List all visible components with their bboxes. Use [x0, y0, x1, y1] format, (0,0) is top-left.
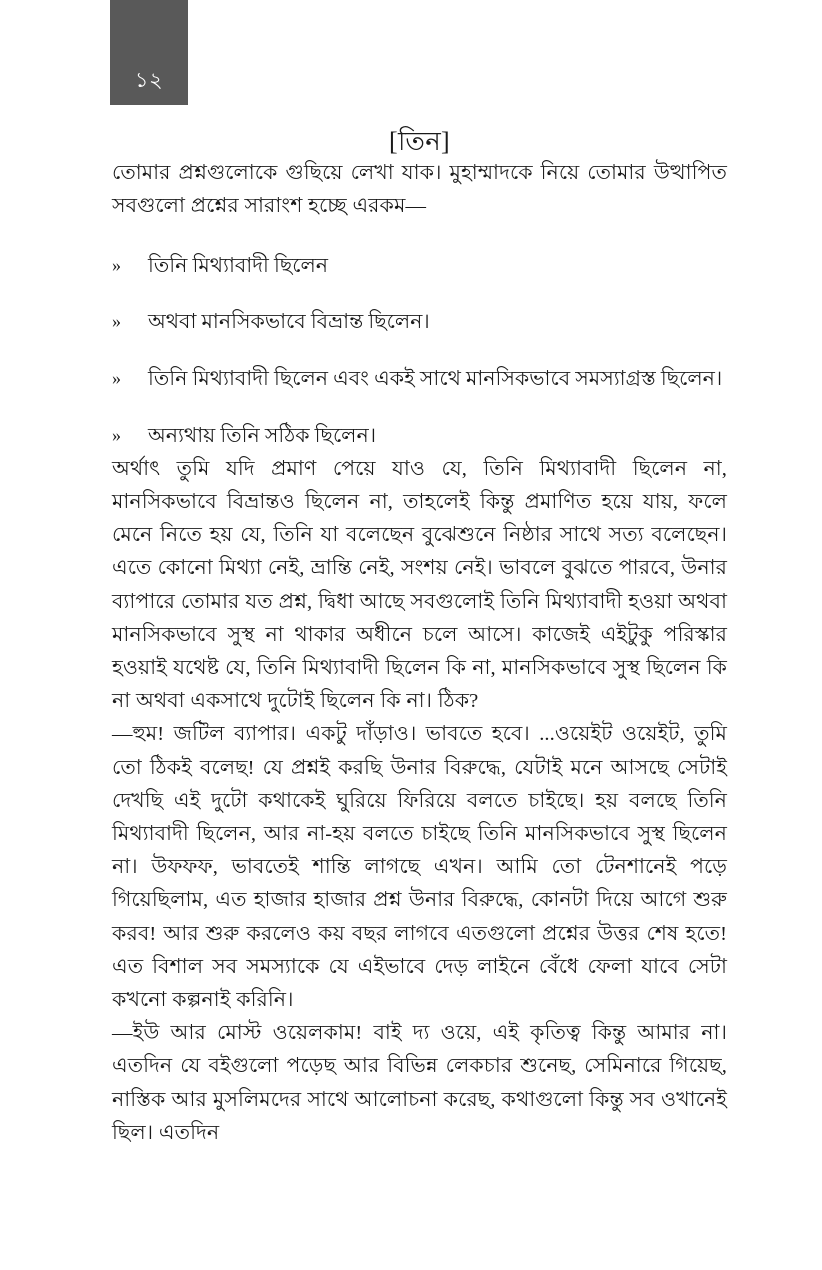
intro-paragraph: তোমার প্রশ্নগুলোকে গুছিয়ে লেখা যাক। মুহাম্মাদকে নিয়ে তোমার উত্থাপিত সবগুলো প্রশ্নের সারাংশ হচ্ছে এরকম—: [112, 162, 727, 218]
bullet-marker-icon: »: [112, 424, 121, 445]
body-paragraph-one: অর্থাৎ তুমি যদি প্রমাণ পেয়ে যাও যে, তিনি মিথ্যাবাদী ছিলেন না, মানসিকভাবে বিভ্রান্তও ছিলেন না, তাহলেই কিন্তু প্রমাণিত হয়ে যায়, ফলে মেনে নিতে হয় যে, তিনি যা বলেছেন বুঝেশুনে নিষ্ঠার সাথে সত্য বলেছেন। এতে কোনো মিথ্যা নেই, ভ্রান্তি নেই, সংশয় নেই। ভাবলে বুঝতে পারবে, উনার ব্যাপারে তোমার যত প্রশ্ন, দ্বিধা আছে সবগুলোই তিনি মিথ্যাবাদী হওয়া অথবা মানসিকভাবে সুস্থ না থাকার অধীনে চলে আসে। কাজেই এইটুকু পরিস্কার হওয়াই যথেষ্ট যে, তিনি মিথ্যাবাদী ছিলেন কি না, মানসিকভাবে সুস্থ ছিলেন কি না অথবা একসাথে দুটোই ছিলেন কি না। ঠিক?: [112, 457, 727, 713]
bullet-marker-icon: »: [112, 368, 121, 389]
dialogue-paragraph-one: —হুম! জটিল ব্যাপার। একটু দাঁড়াও। ভাবতে হবে। ...ওয়েইট ওয়েইট, তুমি তো ঠিকই বলেছ! যে প্রশ্নই করছি উনার বিরুদ্ধে, যেটাই মনে আসছে সেটাই দেখছি এই দুটো কথাকেই ঘুরিয়ে ফিরিয়ে বলতে চাইছে। হয় বলছে তিনি মিথ্যাবাদী ছিলেন, আর না-হয় বলতে চাইছে তিনি মানসিকভাবে সুস্থ ছিলেন না। উফফফ, ভাবতেই শান্তি লাগছে এখন। আমি তো টেনশানেই পড়ে গিয়েছিলাম, এত হাজার হাজার প্রশ্ন উনার বিরুদ্ধে, কোনটা দিয়ে আগে শুরু করব! আর শুরু করলেও কয় বছর লাগবে এতগুলো প্রশ্নের উত্তর শেষ হতে! এত বিশাল সব সমস্যাকে যে এইভাবে দেড় লাইনে বেঁধে ফেলা যাবে সেটা কখনো কল্পনাই করিনি।: [112, 723, 727, 1012]
list-item-label: তিনি মিথ্যাবাদী ছিলেন: [148, 254, 329, 277]
list-item-label: অথবা মানসিকভাবে বিভ্রান্ত ছিলেন।: [148, 311, 430, 334]
list-item: [112, 363, 727, 396]
dialogue-paragraph-two: —ইউ আর মোস্ট ওয়েলকাম! বাই দ্য ওয়ে, এই কৃতিত্ব কিন্তু আমার না। এতদিন যে বইগুলো পড়েছ আর বিভিন্ন লেকচার শুনেছ, সেমিনারে গিয়েছ, নাস্তিক আর মুসলিমদের সাথে আলোচনা করেছ, কথাগুলো কিন্তু সব ওখানেই ছিল। এতদিন: [112, 1022, 727, 1144]
list-item: [112, 250, 727, 283]
chapter-heading: [তিন]: [389, 127, 450, 156]
page-number: ১২: [134, 68, 164, 92]
summary-bullet-list: [112, 250, 727, 453]
list-item: [112, 306, 727, 339]
list-item-label: তিনি মিথ্যাবাদী ছিলেন এবং একই সাথে মানসিকভাবে সমস্যাগ্রস্ত ছিলেন।: [148, 368, 723, 391]
bullet-marker-icon: »: [112, 254, 121, 275]
page-content: [112, 0, 727, 1150]
list-item: [112, 420, 727, 453]
bullet-marker-icon: »: [112, 311, 121, 332]
list-item-label: অন্যথায় তিনি সঠিক ছিলেন।: [148, 424, 377, 447]
